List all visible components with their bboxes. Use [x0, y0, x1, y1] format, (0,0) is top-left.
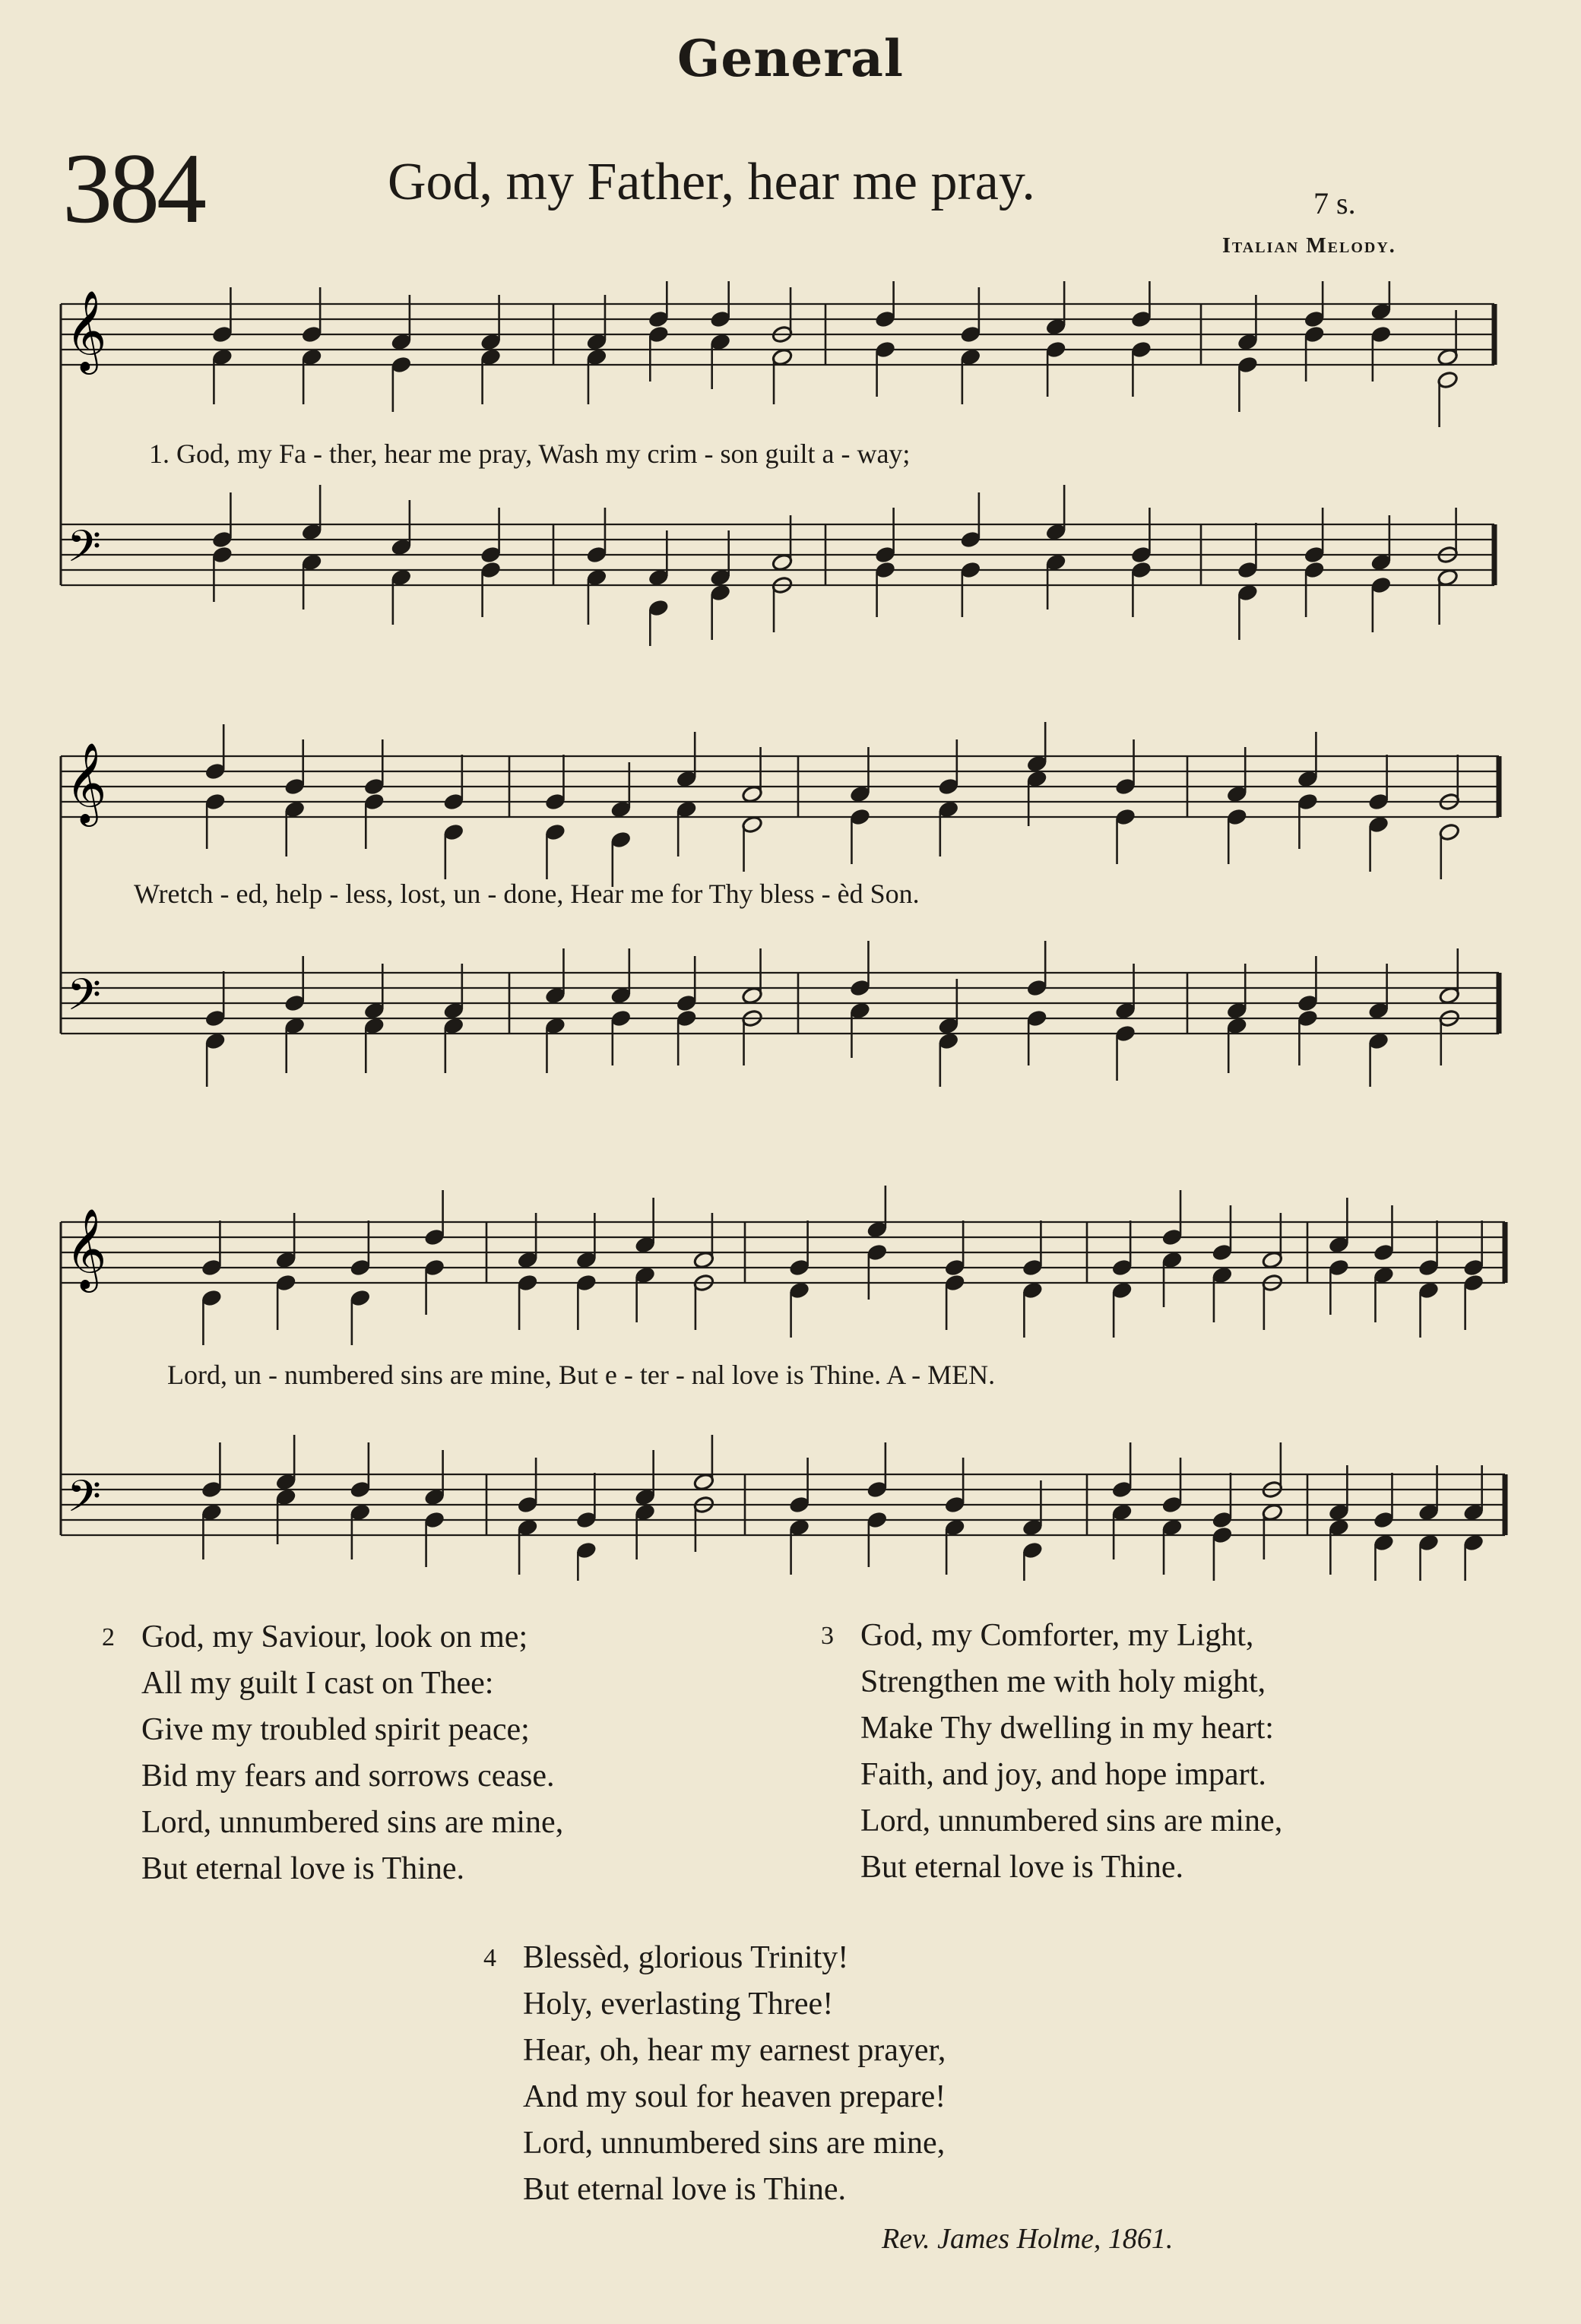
hymn-number: 384	[62, 132, 204, 244]
treble-clef: 𝄞	[65, 290, 107, 371]
verse-line: Bid my fears and sorrows cease.	[141, 1759, 555, 1794]
verse-line: God, my Saviour, look on me;	[141, 1620, 528, 1654]
tune-name: Italian Melody.	[1222, 234, 1396, 258]
verse-line: But eternal love is Thine.	[860, 1850, 1183, 1885]
verse-line: Make Thy dwelling in my heart:	[860, 1711, 1274, 1746]
verse-3	[821, 1613, 1283, 1891]
bass-clef: 𝄢	[67, 521, 102, 583]
verse-number: 3	[821, 1622, 834, 1650]
verse-line: Give my troubled spirit peace;	[141, 1712, 530, 1747]
lyric-line-3: Lord, un - numbered sins are mine, But e - ter - nal love is Thine. A - MEN.	[167, 1360, 996, 1390]
meter: 7 s.	[1313, 186, 1356, 220]
treble-clef: 𝄞	[65, 742, 107, 823]
bass-clef: 𝄢	[67, 969, 102, 1031]
verse-2	[102, 1614, 564, 1892]
verse-line: But eternal love is Thine.	[523, 2172, 846, 2207]
verse-line: Strengthen me with holy might,	[860, 1664, 1266, 1699]
verse-line: Blessèd, glorious Trinity!	[523, 1940, 849, 1975]
lyric-line-1: 1. God, my Fa - ther, hear me pray, Wash my crim - son guilt a - way;	[149, 439, 911, 469]
verse-number: 2	[102, 1623, 115, 1651]
lyric-line-2: Wretch - ed, help - less, lost, un - done, Hear me for Thy bless - èd Son.	[134, 879, 920, 909]
verse-4	[483, 1935, 946, 2213]
verse-line: Faith, and joy, and hope impart.	[860, 1757, 1266, 1792]
verse-line: But eternal love is Thine.	[141, 1851, 464, 1886]
author-attribution: Rev. James Holme, 1861.	[882, 2223, 1174, 2255]
verse-line: Hear, oh, hear my earnest prayer,	[523, 2033, 946, 2068]
verse-line: Holy, everlasting Three!	[523, 1987, 834, 2022]
verse-line: And my soul for heaven prepare!	[523, 2079, 946, 2114]
verse-line: All my guilt I cast on Thee:	[141, 1666, 494, 1701]
section-heading: General	[677, 29, 904, 88]
treble-clef: 𝄞	[65, 1208, 107, 1289]
hymn-title: God, my Father, hear me pray.	[388, 153, 1035, 211]
bass-clef: 𝄢	[67, 1471, 102, 1533]
verse-line: Lord, unnumbered sins are mine,	[141, 1805, 564, 1840]
verse-line: God, my Comforter, my Light,	[860, 1618, 1254, 1653]
verse-number: 4	[483, 1944, 496, 1972]
verse-line: Lord, unnumbered sins are mine,	[523, 2126, 946, 2161]
verse-line: Lord, unnumbered sins are mine,	[860, 1803, 1283, 1838]
